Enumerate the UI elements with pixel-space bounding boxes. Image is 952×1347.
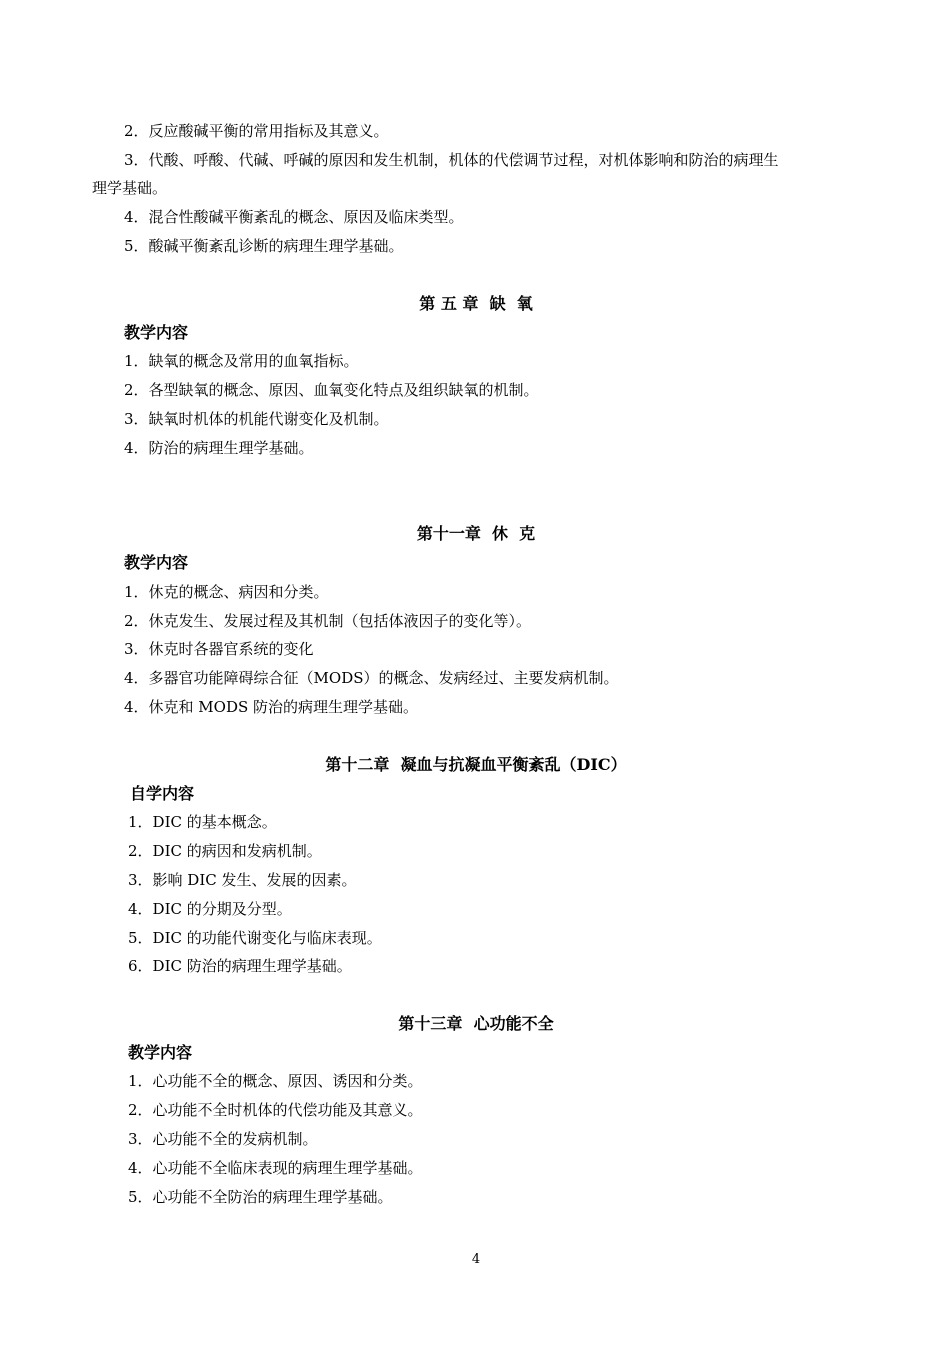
chapter-11-item: 4．休克和 MODS 防治的病理生理学基础。 bbox=[124, 698, 419, 716]
chapter-12-item: 2．DIC 的病因和发病机制。 bbox=[128, 842, 322, 860]
chapter-11-subtitle: 教学内容 bbox=[124, 553, 189, 572]
intro-item-3: 3．代酸、呼酸、代碱、呼碱的原因和发生机制，机体的代偿调节过程，对机体影响和防治的病理生 bbox=[124, 151, 779, 169]
chapter-12-item: 4．DIC 的分期及分型。 bbox=[128, 900, 292, 918]
chapter-13-item: 4．心功能不全临床表现的病理生理学基础。 bbox=[128, 1159, 423, 1177]
chapter-13-item: 2．心功能不全时机体的代偿功能及其意义。 bbox=[128, 1101, 423, 1119]
chapter-13-subtitle: 教学内容 bbox=[128, 1043, 193, 1062]
chapter-5-item: 2．各型缺氧的概念、原因、血氧变化特点及组织缺氧的机制。 bbox=[124, 381, 539, 399]
chapter-11-item: 1．休克的概念、病因和分类。 bbox=[124, 583, 329, 601]
chapter-11-item: 4．多器官功能障碍综合征（MODS）的概念、发病经过、主要发病机制。 bbox=[124, 669, 619, 687]
chapter-13-title: 第十三章 心功能不全 bbox=[398, 1014, 554, 1033]
chapter-12-item: 3．影响 DIC 发生、发展的因素。 bbox=[128, 871, 357, 889]
chapter-11-title: 第十一章 休 克 bbox=[416, 524, 536, 543]
chapter-5-item: 1．缺氧的概念及常用的血氧指标。 bbox=[124, 352, 359, 370]
chapter-5-title: 第 五 章 缺 氧 bbox=[419, 294, 533, 313]
intro-item-2: 2．反应酸碱平衡的常用指标及其意义。 bbox=[124, 122, 389, 140]
chapter-12-subtitle: 自学内容 bbox=[130, 784, 195, 803]
page-number: 4 bbox=[471, 1252, 481, 1267]
intro-item-4: 4．混合性酸碱平衡紊乱的概念、原因及临床类型。 bbox=[124, 208, 464, 226]
chapter-12-item: 1．DIC 的基本概念。 bbox=[128, 813, 277, 831]
chapter-11-item: 2．休克发生、发展过程及其机制（包括体液因子的变化等）。 bbox=[124, 612, 532, 630]
chapter-12-title: 第十二章 凝血与抗凝血平衡紊乱（DIC） bbox=[325, 755, 627, 774]
chapter-5-item: 4．防治的病理生理学基础。 bbox=[124, 439, 314, 457]
chapter-11-item: 3．休克时各器官系统的变化 bbox=[124, 640, 314, 658]
chapter-13-item: 1．心功能不全的概念、原因、诱因和分类。 bbox=[128, 1072, 423, 1090]
chapter-5-item: 3．缺氧时机体的机能代谢变化及机制。 bbox=[124, 410, 389, 428]
intro-item-5: 5．酸碱平衡紊乱诊断的病理生理学基础。 bbox=[124, 237, 404, 255]
chapter-12-item: 5．DIC 的功能代谢变化与临床表现。 bbox=[128, 929, 382, 947]
chapter-12-item: 6．DIC 防治的病理生理学基础。 bbox=[128, 957, 352, 975]
chapter-13-item: 5．心功能不全防治的病理生理学基础。 bbox=[128, 1188, 393, 1206]
chapter-5-subtitle: 教学内容 bbox=[124, 323, 189, 342]
intro-item-3-continued: 理学基础。 bbox=[92, 179, 168, 197]
chapter-13-item: 3．心功能不全的发病机制。 bbox=[128, 1130, 318, 1148]
